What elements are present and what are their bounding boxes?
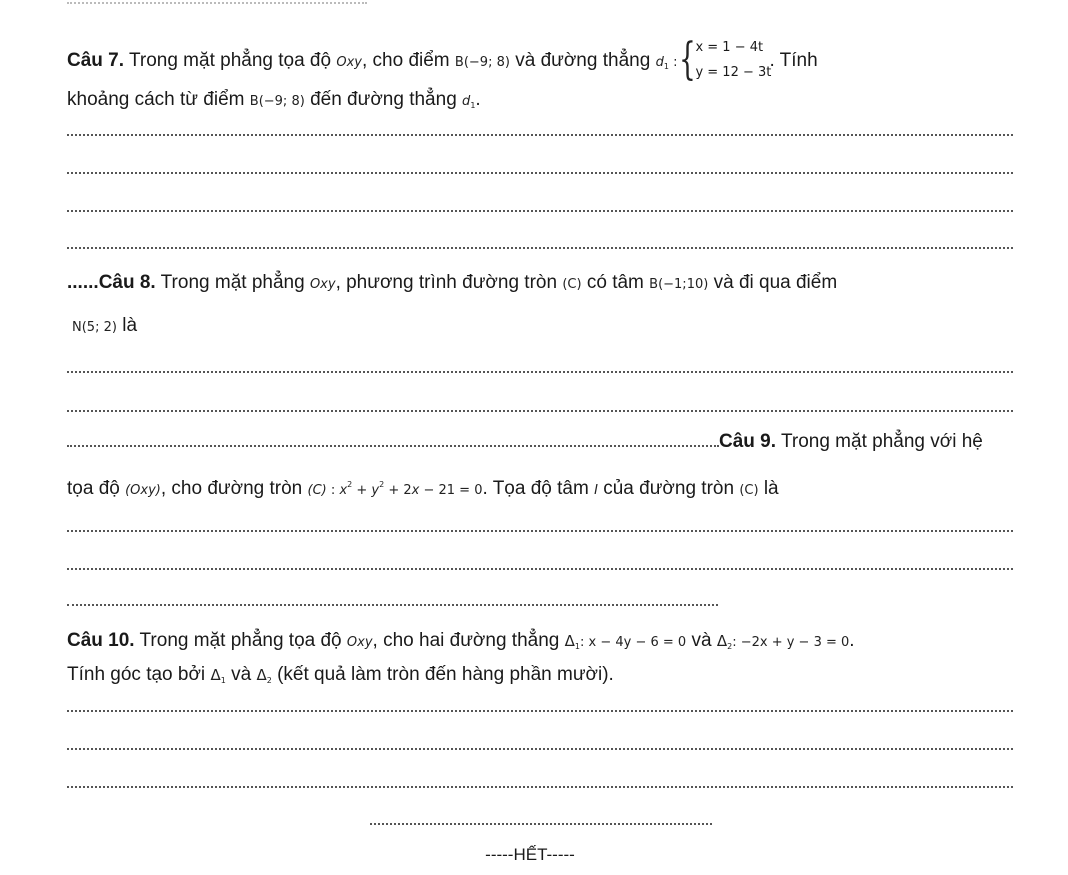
delta-icon: Δ <box>716 632 728 650</box>
q7-label: Câu 7. <box>67 50 125 72</box>
q9-x2: x <box>411 483 420 498</box>
q7-line-sub2: 1 <box>470 101 476 110</box>
q8-center: B(−1;10) <box>649 277 709 292</box>
q9-x: x <box>339 483 348 498</box>
delta-icon: Δ <box>564 632 575 650</box>
q9-line-1 <box>67 430 983 454</box>
q10-dot: . <box>849 630 855 651</box>
q9-sq1: 2 <box>347 480 353 489</box>
q9-text2: tọa độ <box>67 478 120 499</box>
q8-circle: (C) <box>562 277 582 292</box>
q7-eq1: x = 1 − 4t <box>695 40 764 55</box>
q8-lead-dots: ...... <box>67 272 99 293</box>
delta-icon: Δ <box>256 666 267 684</box>
q9-rest: − 21 = 0 <box>419 483 483 498</box>
q9-colon: : <box>330 483 336 498</box>
q10-sub1b: 1 <box>220 676 226 685</box>
q10-answer-line-4 <box>370 823 712 825</box>
q7-answer-line-1 <box>67 134 1013 136</box>
q9-lead-dots <box>67 445 719 447</box>
q8-label: Câu 8. <box>98 272 156 293</box>
q10-eq1: : x − 4y − 6 = 0 <box>580 635 687 650</box>
q7-text7: . <box>475 89 481 110</box>
q7-equation-system <box>679 34 772 85</box>
q7-colon: : <box>673 55 678 71</box>
q10-sub2: 2 <box>727 642 733 651</box>
q7-eq2: y = 12 − 3t <box>695 65 772 80</box>
q9-y: y <box>371 483 380 498</box>
top-dotted-line <box>67 2 367 4</box>
q10-label: Câu 10. <box>67 630 135 651</box>
q10-and: và <box>691 630 712 651</box>
q8-oxy: Oxy <box>309 277 336 292</box>
q8-line-2 <box>72 314 137 340</box>
q7-point: B(−9; 8) <box>454 55 510 71</box>
q8-answer-line-2 <box>67 410 1013 412</box>
q7-oxy: Oxy <box>336 55 362 71</box>
q8-line-1 <box>67 271 837 297</box>
q7-text5: khoảng cách từ điểm <box>67 89 245 110</box>
q10-text3: Tính góc tạo bởi <box>67 664 206 685</box>
q7-line-2 <box>67 88 481 118</box>
q9-text3: , cho đường tròn <box>160 478 303 499</box>
q9-answer-line-1 <box>67 530 1013 532</box>
q9-circle-name: (C) <box>307 483 327 498</box>
q10-text2: , cho hai đường thẳng <box>372 630 560 651</box>
q7-text2: , cho điểm <box>361 50 450 72</box>
q9-text4: . Tọa độ tâm <box>482 478 589 499</box>
q7-answer-line-2 <box>67 172 1013 174</box>
q8-text5: là <box>122 315 138 336</box>
end-marker: -----HẾT----- <box>485 845 575 864</box>
q9-text6: là <box>763 478 779 499</box>
q9-plus2: + 2 <box>384 483 412 498</box>
q9-sq2: 2 <box>379 480 385 489</box>
q10-sub2b: 2 <box>266 676 272 685</box>
q9-circle2: (C) <box>739 483 759 498</box>
q9-plus1: + <box>352 483 372 498</box>
q7-line-1 <box>67 34 818 85</box>
q8-answer-line-1 <box>67 371 1013 373</box>
q7-answer-line-4 <box>67 247 1013 249</box>
q10-and2: và <box>231 664 252 685</box>
q10-text1: Trong mặt phẳng tọa độ <box>139 630 342 651</box>
q10-oxy: Oxy <box>346 635 373 650</box>
q10-answer-line-3 <box>67 786 1013 788</box>
q7-text4: . Tính <box>769 50 818 72</box>
q10-sub1: 1 <box>574 642 580 651</box>
q7-text6: đến đường thẳng <box>310 89 457 110</box>
q10-line-2 <box>67 663 614 693</box>
q9-label: Câu 9. <box>719 431 777 452</box>
q9-answer-line-3 <box>67 604 718 606</box>
q8-text4: và đi qua điểm <box>713 272 838 293</box>
brace-icon: { <box>679 34 697 85</box>
q10-line-1 <box>67 629 855 659</box>
q7-text3: và đường thẳng <box>515 50 651 72</box>
q7-text1: Trong mặt phẳng tọa độ <box>128 50 332 72</box>
q9-text5: của đường tròn <box>603 478 735 499</box>
q10-answer-line-1 <box>67 710 1013 712</box>
q9-answer-line-2 <box>67 568 1013 570</box>
q8-point: N(5; 2) <box>72 320 117 335</box>
q8-text2: , phương trình đường tròn <box>335 272 558 293</box>
delta-icon: Δ <box>210 666 221 684</box>
q9-line-2 <box>67 473 779 503</box>
q7-point2: B(−9; 8) <box>249 94 305 109</box>
q9-oxy: (Oxy) <box>125 483 161 498</box>
q10-text4: (kết quả làm tròn đến hàng phần mười). <box>277 664 614 685</box>
q8-text3: có tâm <box>586 272 644 293</box>
q7-line-name: d <box>655 55 664 71</box>
q9-center-name: I <box>594 483 598 498</box>
q10-eq2: : −2x + y − 3 = 0 <box>732 635 850 650</box>
q8-text1: Trong mặt phẳng <box>160 272 305 293</box>
q10-answer-line-2 <box>67 748 1013 750</box>
q7-line-name2: d <box>462 94 471 109</box>
q9-text1: Trong mặt phẳng với hệ <box>780 431 983 452</box>
q7-line-sub: 1 <box>663 62 669 72</box>
q7-answer-line-3 <box>67 210 1013 212</box>
